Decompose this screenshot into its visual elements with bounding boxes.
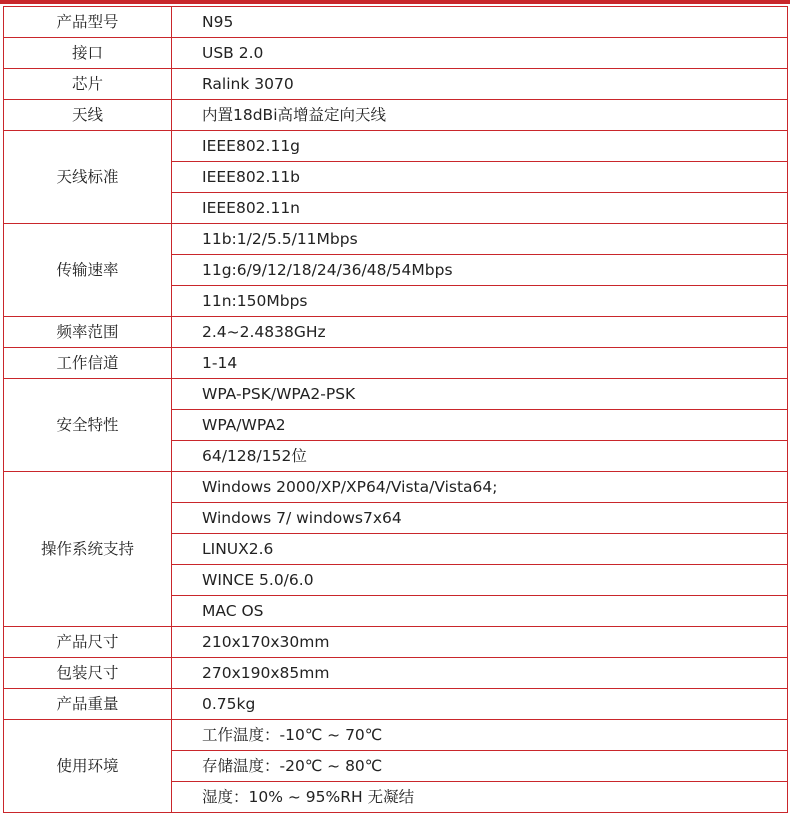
- spec-value: 工作温度：-10℃ ~ 70℃: [172, 720, 788, 751]
- top-border-line: [0, 0, 790, 4]
- table-row: [4, 131, 788, 162]
- spec-value: Windows 2000/XP/XP64/Vista/Vista64;: [172, 472, 788, 503]
- table-row: [4, 472, 788, 503]
- spec-label: 传输速率: [4, 224, 172, 317]
- table-row: [4, 720, 788, 751]
- spec-value: 2.4~2.4838GHz: [172, 317, 788, 348]
- spec-value: 0.75kg: [172, 689, 788, 720]
- table-row: [4, 348, 788, 379]
- table-row: [4, 7, 788, 38]
- spec-label: 产品尺寸: [4, 627, 172, 658]
- spec-label: 产品型号: [4, 7, 172, 38]
- spec-value: WPA/WPA2: [172, 410, 788, 441]
- spec-label: 频率范围: [4, 317, 172, 348]
- table-row: [4, 69, 788, 100]
- table-row: [4, 38, 788, 69]
- spec-value: 内置18dBi高增益定向天线: [172, 100, 788, 131]
- table-row: [4, 379, 788, 410]
- spec-value: LINUX2.6: [172, 534, 788, 565]
- spec-label: 天线标准: [4, 131, 172, 224]
- spec-value: 270x190x85mm: [172, 658, 788, 689]
- table-row: [4, 627, 788, 658]
- spec-value: 64/128/152位: [172, 441, 788, 472]
- spec-table-body: [4, 7, 788, 813]
- spec-value: 210x170x30mm: [172, 627, 788, 658]
- table-row: [4, 317, 788, 348]
- spec-value: Windows 7/ windows7x64: [172, 503, 788, 534]
- spec-value: IEEE802.11b: [172, 162, 788, 193]
- spec-value: Ralink 3070: [172, 69, 788, 100]
- spec-label: 芯片: [4, 69, 172, 100]
- spec-label: 产品重量: [4, 689, 172, 720]
- spec-value: WINCE 5.0/6.0: [172, 565, 788, 596]
- spec-label: 操作系统支持: [4, 472, 172, 627]
- spec-label: 包装尺寸: [4, 658, 172, 689]
- spec-value: MAC OS: [172, 596, 788, 627]
- spec-label: 工作信道: [4, 348, 172, 379]
- spec-label: 天线: [4, 100, 172, 131]
- spec-table: [3, 6, 788, 813]
- spec-value: USB 2.0: [172, 38, 788, 69]
- spec-value: WPA-PSK/WPA2-PSK: [172, 379, 788, 410]
- spec-value: IEEE802.11n: [172, 193, 788, 224]
- spec-value: IEEE802.11g: [172, 131, 788, 162]
- spec-value: N95: [172, 7, 788, 38]
- spec-value: 11b:1/2/5.5/11Mbps: [172, 224, 788, 255]
- spec-value: 1-14: [172, 348, 788, 379]
- spec-label: 安全特性: [4, 379, 172, 472]
- spec-value: 存储温度：-20℃ ~ 80℃: [172, 751, 788, 782]
- table-row: [4, 658, 788, 689]
- spec-value: 11n:150Mbps: [172, 286, 788, 317]
- spec-label: 接口: [4, 38, 172, 69]
- table-row: [4, 689, 788, 720]
- table-row: [4, 224, 788, 255]
- spec-value: 11g:6/9/12/18/24/36/48/54Mbps: [172, 255, 788, 286]
- spec-value: 湿度：10% ~ 95%RH 无凝结: [172, 782, 788, 813]
- spec-label: 使用环境: [4, 720, 172, 813]
- table-row: [4, 100, 788, 131]
